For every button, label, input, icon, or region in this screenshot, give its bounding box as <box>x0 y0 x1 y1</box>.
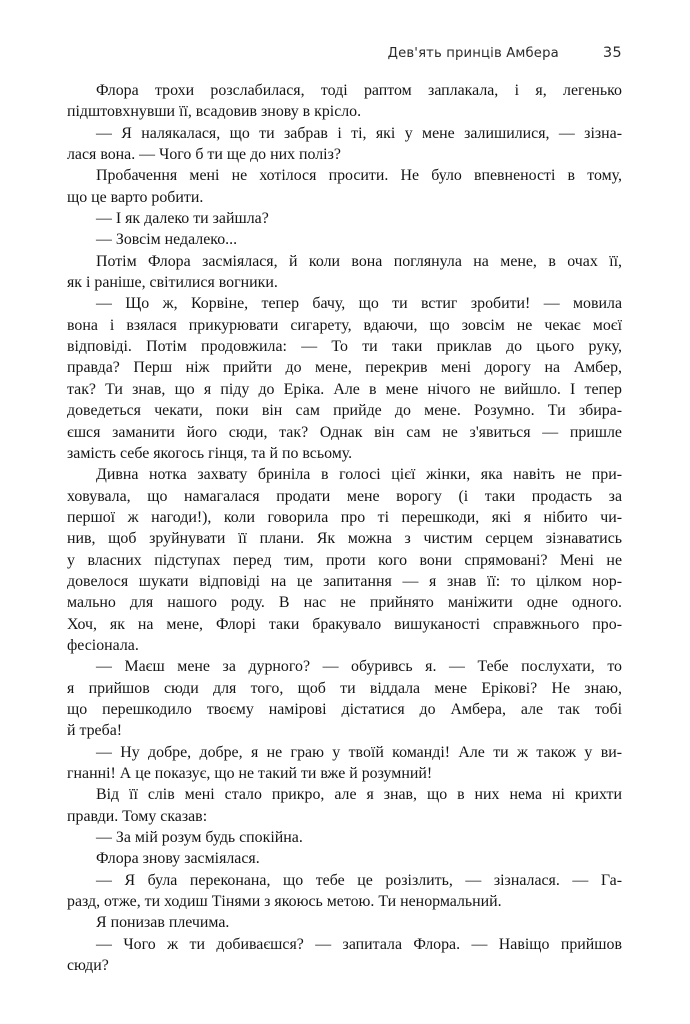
text-line: — Ну добре, добре, я не граю у твоїй команді! Але ти ж також у ви- <box>96 743 622 761</box>
text-line: — Зовсім недалеко... <box>96 231 238 249</box>
text-line: гнанні! А це показує, що не такий ти вже й розумний! <box>67 765 433 782</box>
paragraph <box>67 123 622 166</box>
text-line: — Я була переконана, що тебе це розізлить, — зізналася. — Га- <box>96 871 622 889</box>
paragraph <box>67 80 622 123</box>
text-line: Флора трохи розслабилася, тоді раптом заплакала, і я, легенько <box>96 82 622 99</box>
text-line: я прийшов сюди для того, щоб ти віддала мене Ерікові? Не знаю, <box>67 679 622 697</box>
text-line: — За мій розум будь спокійна. <box>96 829 303 847</box>
text-line: замість себе якогось гінця, та й по всьому. <box>67 444 353 462</box>
text-line: першої ж нагоди!), коли говорила про ті перешкоди, які я нібито чи- <box>67 508 622 526</box>
text-line: Потім Флора засміялася, й коли вона поглянула на мене, в очах її, <box>96 252 622 270</box>
text-line: Хоч, як на мене, Флорі таки бракувало вишуканості справжнього про- <box>67 615 622 633</box>
paragraph <box>67 848 622 869</box>
text-line: вона і взялася прикурювати сигарету, вдаючи, що зовсім не чекає моєї <box>67 316 622 334</box>
text-line: фесіонала. <box>67 636 139 654</box>
text-line: правда? Перш ніж прийти до мене, перекрив мені дорогу на Амбер, <box>67 359 622 377</box>
text-line: Пробачення мені не хотілося просити. Не було впевненості в тому, <box>96 167 622 185</box>
paragraph <box>67 464 622 656</box>
text-line: доведеться чекати, поки він сам прийде до мене. Розумно. Ти збира- <box>67 402 622 420</box>
text-line: у власних підступах перед тим, проти кого вони спрямовані? Мені не <box>67 551 622 569</box>
page-number: 35 <box>602 44 622 61</box>
text-line: так? Ти знав, що я піду до Еріка. Але в мене нічого не вийшло. І тепер <box>67 380 622 398</box>
text-line: — Що ж, Корвіне, тепер бачу, що ти встиг зробити! — мовила <box>96 295 622 313</box>
text-line: Флора знову засміялася. <box>96 850 260 868</box>
text-line: — Маєш мене за дурного? — обуривсь я. — Тебе послухати, то <box>96 658 622 676</box>
paragraph <box>67 165 622 208</box>
text-line: правди. Тому сказав: <box>67 807 208 825</box>
text-line: відповіді. Потім продовжила: — То ти таки приклав до цього руку, <box>67 338 622 356</box>
text-line: — Чого ж ти добиваєшся? — запитала Флора. — Навіщо прийшов <box>96 935 622 953</box>
paragraph <box>67 656 622 741</box>
paragraph <box>67 827 622 848</box>
text-line: що це варто робити. <box>67 188 204 206</box>
running-head <box>67 44 622 61</box>
text-line: мально для нашого роду. В нас не прийнято маніжити одне одного. <box>67 594 622 612</box>
running-head-title: Дев'ять принців Амбера <box>387 46 559 61</box>
text-line: підштовхнувши її, всадовив знову в крісло. <box>67 103 362 121</box>
text-line: що перешкодило твоєму намірові дістатися до Амбера, але так тобі <box>67 700 622 718</box>
text-line: Я понизав плечима. <box>96 914 230 932</box>
paragraph <box>67 208 622 229</box>
paragraph <box>67 784 622 827</box>
paragraph <box>67 293 622 464</box>
paragraph <box>67 934 622 977</box>
text-line: й треба! <box>67 722 123 740</box>
text-line: — Я налякалася, що ти забрав і ті, які у мене залишилися, — зізна- <box>96 124 622 142</box>
text-line: як і раніше, світилися вогники. <box>67 274 278 292</box>
text-line: єшся заманити його сюди, так? Однак він сам не з'явиться — пришле <box>67 423 622 441</box>
text-line: сюди? <box>67 957 109 975</box>
text-line: Від її слів мені стало прикро, але я знав, що в них нема ні крихти <box>96 786 622 804</box>
text-line: — І як далеко ти зайшла? <box>96 210 269 228</box>
paragraph <box>67 870 622 913</box>
body-text <box>67 80 622 976</box>
paragraph <box>67 229 622 250</box>
text-line: разд, отже, ти ходиш Тінями з якоюсь метою. Ти ненормальний. <box>67 893 502 911</box>
text-line: нив, щоб зруйнувати її плани. Як можна з чистим серцем зізнаватись <box>67 530 622 548</box>
text-line: довелося шукати відповіді на це запитання — я знав її: то цілком нор- <box>67 572 622 590</box>
text-line: лася вона. — Чого б ти ще до них поліз? <box>67 146 341 164</box>
paragraph <box>67 742 622 785</box>
text-line: ховувала, що намагалася продати мене ворогу (і таки продасть за <box>67 487 622 505</box>
paragraph <box>67 251 622 294</box>
text-line: Дивна нотка захвату бриніла в голосі цієї жінки, яка навіть не при- <box>96 466 622 484</box>
paragraph <box>67 912 622 933</box>
